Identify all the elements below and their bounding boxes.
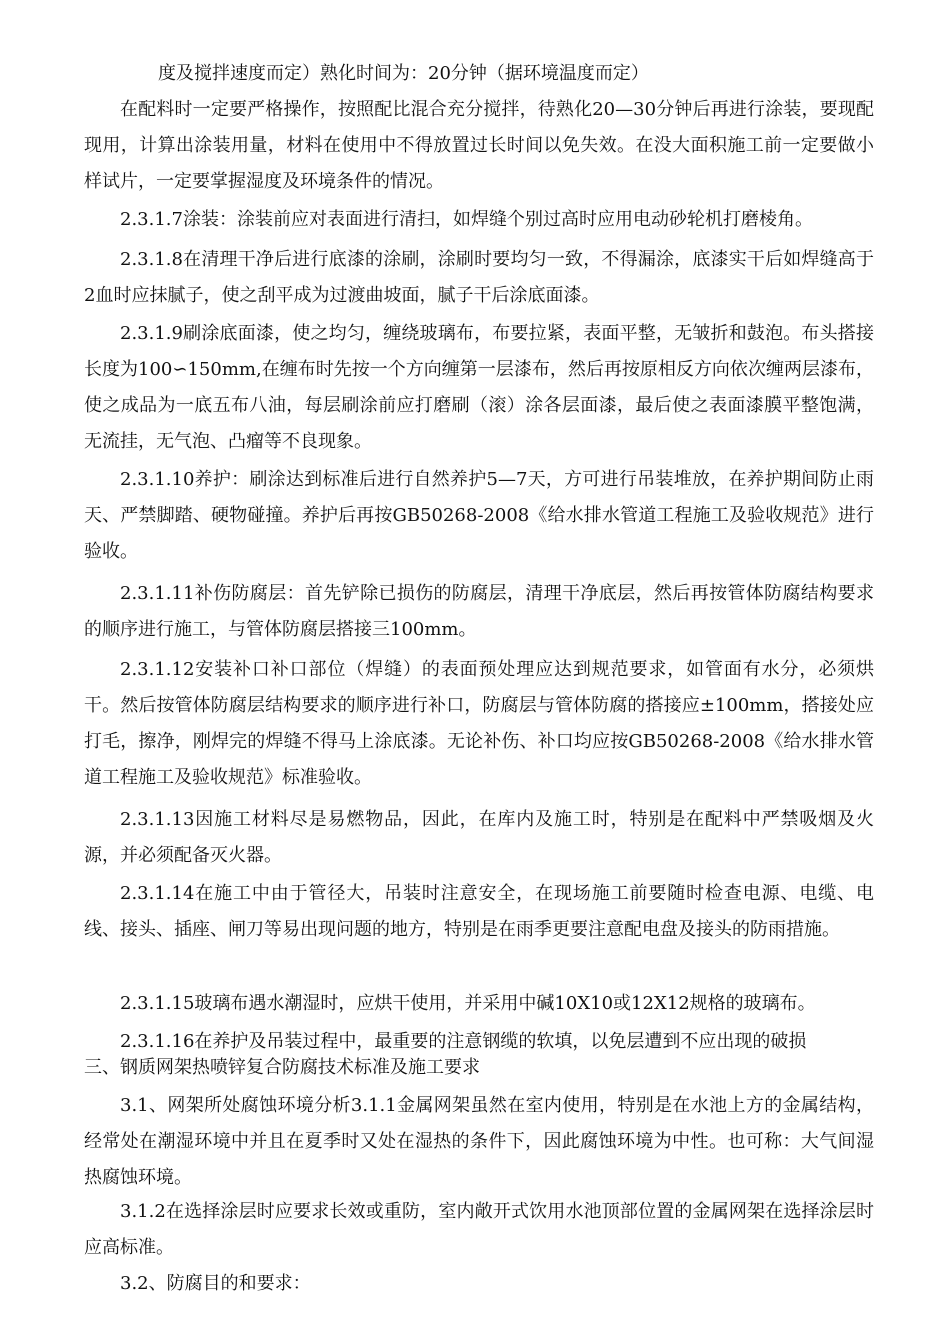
paragraph-2-3-1-12: 2.3.1.12安装补口补口部位（焊缝）的表面预处理应达到规范要求，如管面有水分，必须烘干。然后按管体防腐层结构要求的顺序进行补口，防腐层与管体防腐的搭接应±100mm，搭接处应打毛，擦净，刚焊完的焊缝不得马上涂底漆。无论补伤、补口均应按GB50268-2008《给水排水管道工程施工及验收规范》标准验收。 bbox=[84, 659, 874, 788]
paragraph-2-3-1-9: 2.3.1.9刷涂底面漆，使之均匀，缠绕玻璃布，布要拉紧，表面平整，无皱折和鼓泡。布头搭接长度为100∽150mm,在缠布时先按一个方向缠第一层漆布，然后再按原相反方向依次缠两层漆布，使之成品为一底五布八油，每层刷涂前应打磨刷（滚）涂各层面漆，最后使之表面漆膜平整饱满，无流挂，无气泡、凸瘤等不良现象。 bbox=[84, 323, 874, 452]
paragraph-curing-time: 度及搅拌速度而定）熟化时间为：20分钟（据环境温度而定） bbox=[158, 63, 649, 84]
paragraph-2-3-1-7: 2.3.1.7涂装：涂装前应对表面进行清扫，如焊缝个别过高时应用电动砂轮机打磨棱角。 bbox=[120, 209, 813, 230]
paragraph-3-2: 3.2、防腐目的和要求： bbox=[120, 1273, 311, 1294]
paragraph-2-3-1-13: 2.3.1.13因施工材料尽是易燃物品，因此，在库内及施工时，特别是在配料中严禁吸烟及火源，并必须配备灭火器。 bbox=[84, 809, 874, 866]
paragraph-2-3-1-14: 2.3.1.14在施工中由于管径大，吊装时注意安全，在现场施工前要随时检查电源、电缆、电线、接头、插座、闸刀等易出现问题的地方，特别是在雨季更要注意配电盘及接头的防雨措施。 bbox=[84, 883, 874, 940]
paragraph-3-1-2: 3.1.2在选择涂层时应要求长效或重防，室内敞开式饮用水池顶部位置的金属网架在选择涂层时应高标准。 bbox=[84, 1201, 874, 1258]
section-heading-3: 三、钢质网架热喷锌复合防腐技术标准及施工要求 bbox=[84, 1057, 480, 1078]
paragraph-2-3-1-16: 2.3.1.16在养护及吊装过程中，最重要的注意钢缆的软填，以免层遭到不应出现的破损 bbox=[120, 1031, 807, 1052]
paragraph-2-3-1-15: 2.3.1.15玻璃布遇水潮湿时，应烘干使用，并采用中碱10X10或12X12规格的玻璃布。 bbox=[120, 993, 816, 1014]
paragraph-2-3-1-8: 2.3.1.8在清理干净后进行底漆的涂刷，涂刷时要均匀一致，不得漏涂，底漆实干后如焊缝高于2血时应抹腻子，使之刮平成为过渡曲坡面，腻子干后涂底面漆。 bbox=[84, 249, 874, 306]
paragraph-3-1: 3.1、网架所处腐蚀环境分析3.1.1金属网架虽然在室内使用，特别是在水池上方的金属结构，经常处在潮湿环境中并且在夏季时又处在湿热的条件下，因此腐蚀环境为中性。也可称：大气间湿热腐蚀环境。 bbox=[84, 1095, 874, 1188]
paragraph-2-3-1-11: 2.3.1.11补伤防腐层：首先铲除已损伤的防腐层，清理干净底层，然后再按管体防腐结构要求的顺序进行施工，与管体防腐层搭接三100mm。 bbox=[84, 583, 874, 640]
paragraph-2-3-1-10: 2.3.1.10养护：刷涂达到标准后进行自然养护5—7天，方可进行吊装堆放，在养护期间防止雨天、严禁脚踏、硬物碰撞。养护后再按GB50268-2008《给水排水管道工程施工及验收规范》进行验收。 bbox=[84, 469, 874, 562]
paragraph-mixing: 在配料时一定要严格操作，按照配比混合充分搅拌，待熟化20—30分钟后再进行涂装，要现配现用，计算出涂装用量，材料在使用中不得放置过长时间以免失效。在没大面积施工前一定要做小样试片，一定要掌握湿度及环境条件的情况。 bbox=[84, 99, 874, 192]
